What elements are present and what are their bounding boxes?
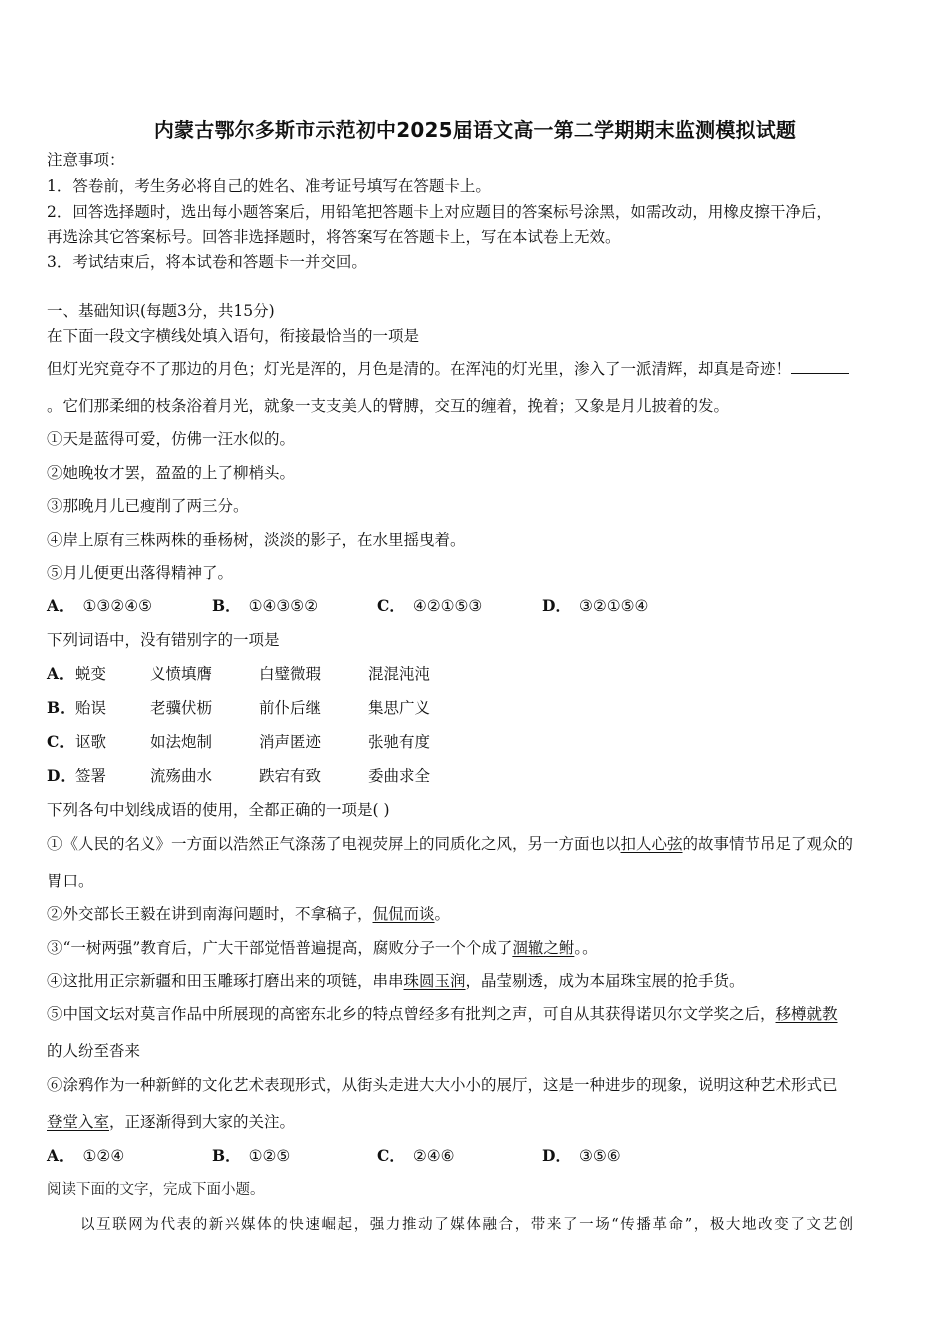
option-label: A． — [47, 1146, 75, 1165]
word: 混混沌沌 — [368, 665, 431, 683]
option-label: B． — [212, 596, 241, 615]
option-label: D． — [47, 766, 76, 785]
sentence-text: 。。 — [574, 939, 598, 957]
word: 如法炮制 — [150, 733, 213, 751]
word: 张驰有度 — [368, 733, 431, 751]
notice-item: 2．回答选择题时，选出每小题答案后，用铅笔把答题卡上对应题目的答案标号涂黑，如需改动，用橡皮擦干净后， — [47, 203, 832, 221]
underlined-idiom: 涸辙之鲋 — [512, 939, 575, 957]
section-heading: 一、基础知识(每题3分，共15分) — [47, 302, 275, 320]
option-text: ①②④ — [82, 1147, 125, 1165]
sentence-text: ④这批用正宗新疆和田玉雕琢打磨出来的项链，串串 — [47, 972, 404, 990]
option-label: B． — [47, 698, 76, 717]
notice-item: 再选涂其它答案标号。回答非选择题时，将答案写在答题卡上，写在本试卷上无效。 — [47, 228, 621, 246]
option-a[interactable] — [47, 1145, 124, 1167]
option-a[interactable] — [47, 595, 152, 617]
underlined-idiom: 移樽就教 — [775, 1005, 838, 1023]
word: 蜕变 — [75, 665, 107, 683]
sentence-item — [47, 937, 598, 959]
underlined-idiom: 珠圆玉润 — [403, 972, 466, 990]
sentence-item — [47, 1003, 838, 1025]
option-label: C． — [377, 596, 405, 615]
underlined-idiom: 扣人心弦 — [620, 835, 683, 853]
sentence-item: ②她晚妆才罢，盈盈的上了柳梢头。 — [47, 464, 296, 482]
question-stem: 下列各句中划线成语的使用，全都正确的一项是( ) — [47, 801, 390, 819]
page-title: 内蒙古鄂尔多斯市示范初中2025届语文高一第二学期期末监测模拟试题 — [153, 118, 797, 142]
option-text: ④②①⑤③ — [412, 597, 483, 615]
sentence-continuation: 的人纷至沓来 — [47, 1042, 141, 1060]
word: 老骥伏枥 — [150, 699, 213, 717]
option-d[interactable] — [542, 595, 648, 617]
answer-blank — [791, 359, 849, 374]
question-stem: 在下面一段文字横线处填入语句，衔接最恰当的一项是 — [47, 327, 420, 345]
sentence-text: ③“一树两强”教育后，广大干部觉悟普遍提高，腐败分子一个个成了 — [47, 939, 513, 957]
option-text: ①③②④⑤ — [82, 597, 153, 615]
notice-item: 1．答卷前，考生务必将自己的姓名、准考证号填写在答题卡上。 — [47, 177, 491, 195]
underlined-idiom: 登堂入室 — [47, 1113, 110, 1131]
sentence-continuation — [47, 1111, 295, 1133]
question-stem: 下列词语中，没有错别字的一项是 — [47, 631, 280, 649]
option-text: ①④③⑤② — [248, 597, 319, 615]
sentence-text: ①《人民的名义》一方面以浩然正气涤荡了电视荧屏上的同质化之风，另一方面也以 — [47, 835, 621, 853]
option-label: C． — [377, 1146, 405, 1165]
sentence-text: ，正逐渐得到大家的关注。 — [109, 1113, 296, 1131]
option-label: A． — [47, 596, 75, 615]
reading-paragraph: 以互联网为代表的新兴媒体的快速崛起，强力推动了媒体融合，带来了一场“传播革命”，极大地改变了文艺创 — [80, 1217, 855, 1233]
option-label: A． — [47, 664, 75, 683]
sentence-continuation: 胃口。 — [47, 872, 94, 890]
word: 白璧微瑕 — [259, 665, 322, 683]
word: 义愤填膺 — [150, 665, 213, 683]
passage-line — [47, 358, 849, 380]
reading-intro: 阅读下面的文字，完成下面小题。 — [47, 1182, 265, 1198]
word: 消声匿迹 — [259, 733, 322, 751]
sentence-item: ④岸上原有三株两株的垂杨树，淡淡的影子，在水里摇曳着。 — [47, 531, 466, 549]
passage-text: 但灯光究竟夺不了那边的月色；灯光是浑的，月色是清的。在浑沌的灯光里，渗入了一派清辉，却真是奇迹！ — [47, 360, 792, 378]
sentence-item — [47, 970, 745, 992]
sentence-item — [47, 833, 853, 855]
sentence-text: ，晶莹剔透，成为本届珠宝展的抢手货。 — [465, 972, 745, 990]
option-d[interactable] — [542, 1145, 621, 1167]
option-b[interactable] — [212, 595, 318, 617]
notice-heading: 注意事项： — [47, 151, 125, 169]
sentence-item — [47, 903, 450, 925]
word: 讴歌 — [75, 733, 107, 751]
option-text: ③⑤⑥ — [578, 1147, 621, 1165]
sentence-text: ②外交部长王毅在讲到南海问题时，不拿稿子， — [47, 905, 373, 923]
option-label: D． — [542, 596, 571, 615]
sentence-item: ⑥涂鸦作为一种新鲜的文化艺术表现形式，从街头走进大大小小的展厅，这是一种进步的现象，说明这种艺术形式已 — [47, 1076, 838, 1094]
sentence-text: 。 — [434, 905, 451, 923]
sentence-item: ⑤月儿便更出落得精神了。 — [47, 564, 234, 582]
sentence-item: ①天是蓝得可爱，仿佛一汪水似的。 — [47, 430, 296, 448]
option-label: C． — [47, 732, 75, 751]
notice-item: 3．考试结束后，将本试卷和答题卡一并交回。 — [47, 253, 367, 271]
sentence-text: 的故事情节吊足了观众的 — [682, 835, 854, 853]
word: 跌宕有致 — [259, 767, 322, 785]
option-label: B． — [212, 1146, 241, 1165]
word: 贻误 — [75, 699, 107, 717]
word: 流殇曲水 — [150, 767, 213, 785]
option-label: D． — [542, 1146, 571, 1165]
word: 前仆后继 — [259, 699, 322, 717]
word: 委曲求全 — [368, 767, 431, 785]
word: 集思广义 — [368, 699, 431, 717]
option-c[interactable] — [377, 1145, 455, 1167]
option-text: ②④⑥ — [412, 1147, 455, 1165]
option-text: ①②⑤ — [248, 1147, 291, 1165]
sentence-item: ③那晚月儿已瘦削了两三分。 — [47, 497, 249, 515]
passage-line: 。它们那柔细的枝条浴着月光，就象一支支美人的臂膊，交互的缠着，挽着；又象是月儿披着的发。 — [47, 397, 730, 415]
option-b[interactable] — [212, 1145, 290, 1167]
sentence-text: ⑤中国文坛对莫言作品中所展现的高密东北乡的特点曾经多有批判之声，可自从其获得诺贝尔文学奖之后， — [47, 1005, 776, 1023]
underlined-idiom: 侃侃而谈 — [372, 905, 435, 923]
word: 签署 — [75, 767, 107, 785]
option-text: ③②①⑤④ — [578, 597, 649, 615]
option-c[interactable] — [377, 595, 482, 617]
